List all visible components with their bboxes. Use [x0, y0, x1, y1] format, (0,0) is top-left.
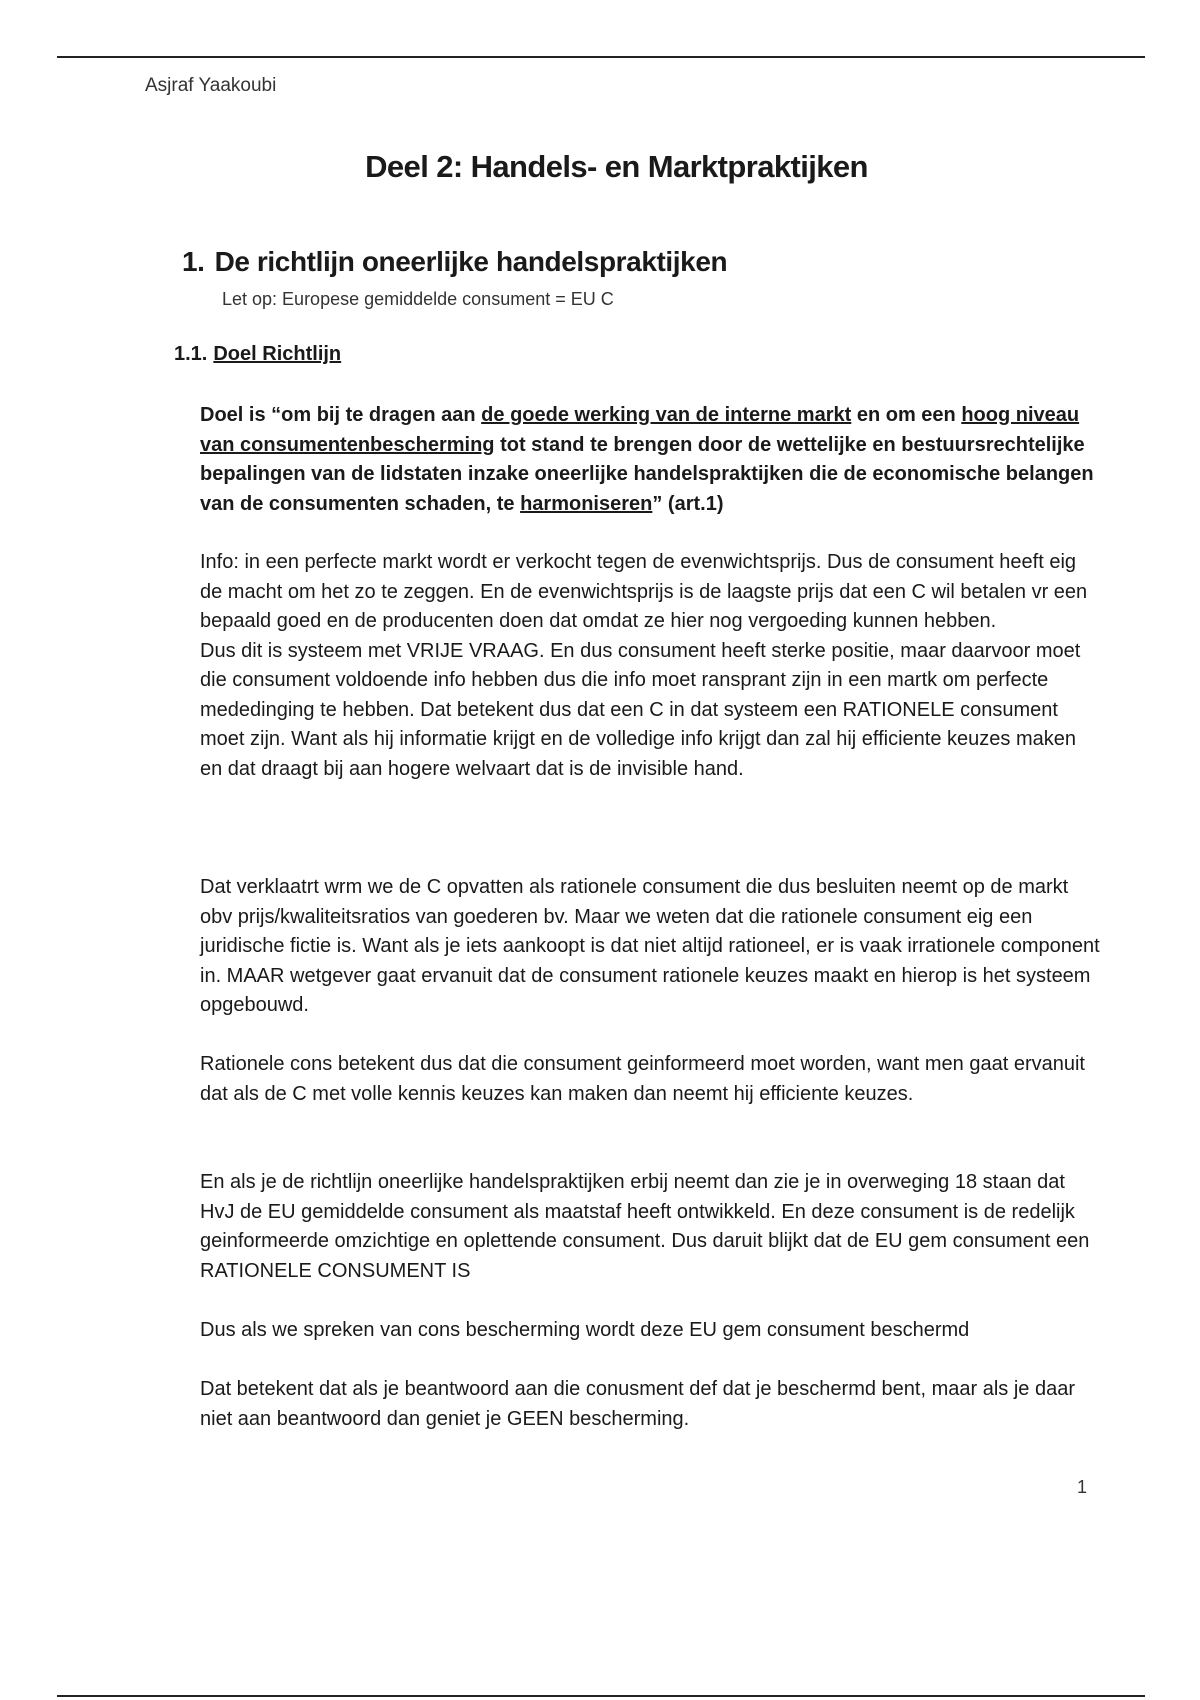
protection-paragraph: Dus als we spreken van cons bescherming wordt deze EU gem consument beschermd: [200, 1319, 970, 1341]
note-text: Let op: Europese gemiddelde consument = EU C: [222, 289, 614, 309]
document-title: Deel 2: Handels- en Marktpraktijken: [365, 149, 868, 184]
doel-text: en om een: [851, 404, 962, 426]
subsection-number: 1.1.: [174, 343, 208, 365]
page-number: 1: [1077, 1477, 1088, 1497]
paragraph: Dus dit is systeem met VRIJE VRAAG. En dus consument heeft sterke positie, maar daarvoor moet die consument voldoende info hebben dus die info moet ransprant zijn in een martk om perfecte mededinging te hebben. Dat betekent dus dat een C in dat systeem een RATIONELE consument moet zijn. Want als hij informatie krijgt en de volledige info krijgt dan zal hij efficiente keuzes maken en dat draagt bij aan hogere welvaart dat is de invisible hand.: [200, 639, 1081, 780]
subsection-title: Doel Richtlijn: [213, 343, 342, 365]
section-number: 1.: [182, 246, 205, 277]
doel-text: tot stand te brengen door de wettelijke en bestuursrechtelijke bepalingen van de lidstaten inzake oneerlijke handelspraktijken die de economische belangen van de consumenten schaden, te: [200, 433, 1094, 515]
doel-text: ” (art.1): [652, 492, 724, 515]
doel-text: Doel is “om bij te dragen aan: [200, 404, 482, 426]
doel-underlined-text: harmoniseren: [520, 492, 653, 515]
info-paragraph: [200, 548, 1100, 784]
conclusion-paragraph: Dat betekent dat als je beantwoord aan die conusment def dat je beschermd bent, maar als je daar niet aan beantwoord dan geniet je GEEN bescherming.: [200, 1378, 1075, 1430]
subsection-heading: [174, 343, 341, 366]
directive-paragraph: En als je de richtlijn oneerlijke handelspraktijken erbij neemt dan zie je in overweging 18 staan dat HvJ de EU gemiddelde consument als maatstaf heeft ontwikkeld. En deze consument is de redelijk geinformeerde omzichtige en oplettende consument. Dus daruit blijkt dat de EU gem consument een RATIONELE CONSUMENT IS: [200, 1171, 1090, 1282]
header-rule: [57, 56, 1145, 58]
section-title: De richtlijn oneerlijke handelspraktijken: [214, 246, 728, 277]
informed-consumer-paragraph: Rationele cons betekent dus dat die consument geinformeerd moet worden, want men gaat ervanuit dat als de C met volle kennis keuzes kan maken dan neemt hij efficiente keuzes.: [200, 1053, 1085, 1105]
footer-rule: [57, 1695, 1145, 1697]
doel-paragraph: [200, 401, 1100, 519]
doel-underlined-text: de goede werking van de interne markt: [481, 404, 852, 426]
doel-underlined-text: hoog niveau van consumentenbescherming: [200, 404, 1080, 456]
header-author: Asjraf Yaakoubi: [145, 75, 277, 96]
paragraph: Info: in een perfecte markt wordt er verkocht tegen de evenwichtsprijs. Dus de consument heeft eig de macht om het zo te zeggen. En de evenwichtsprijs is de laagste prijs dat een C wil betalen vr een bepaald goed en de producenten doen dat omdat ze hier nog vergoeding kunnen hebben.: [200, 551, 1088, 632]
rational-consumer-paragraph: Dat verklaatrt wrm we de C opvatten als rationele consument die dus besluiten neemt op de markt obv prijs/kwaliteitsratios van goederen bv. Maar we weten dat die rationele consument eig een juridische fictie is. Want als je iets aankoopt is dat niet altijd rationeel, er is vaak irrationele component in. MAAR wetgever gaat ervanuit dat de consument rationele keuzes maakt en hierop is het systeem opgebouwd.: [200, 876, 1100, 1016]
section-heading: [182, 246, 727, 278]
